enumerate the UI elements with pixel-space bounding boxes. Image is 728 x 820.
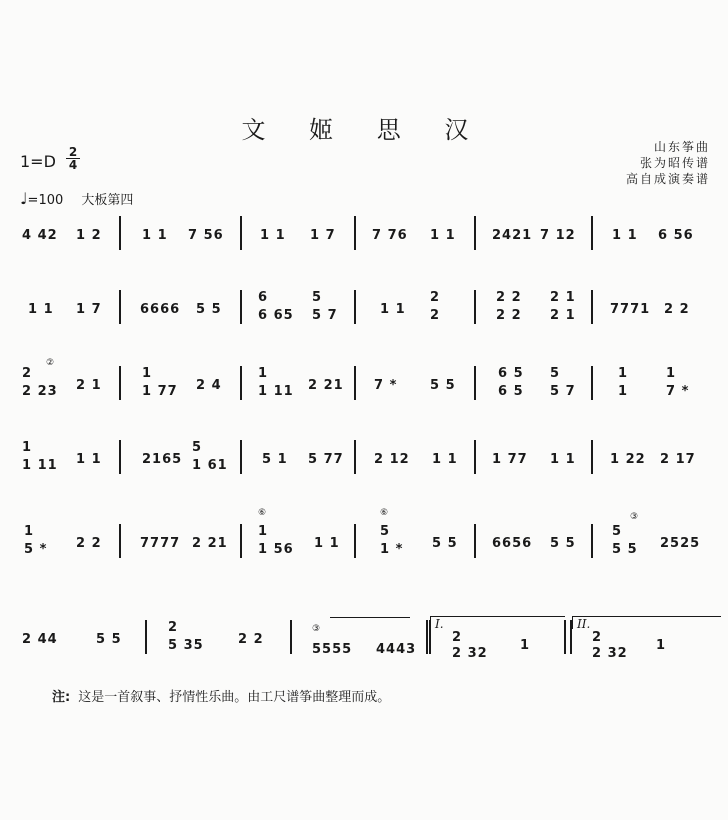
- barline: [354, 216, 356, 250]
- note-group: 5 35: [168, 638, 204, 653]
- upper-note: 2: [430, 290, 441, 305]
- barline: [591, 216, 593, 250]
- upper-note: 2 1: [550, 290, 576, 305]
- note-group: 1 1: [430, 228, 456, 243]
- barline: [591, 524, 593, 558]
- note-group: 5 5: [612, 542, 638, 557]
- footnote-label: 注:: [52, 690, 71, 705]
- note-group: 1 1: [314, 536, 340, 551]
- note-group: 2 1: [76, 378, 102, 393]
- barline: [354, 524, 356, 558]
- string-mark: ②: [46, 358, 55, 368]
- note-group: 2 2: [76, 536, 102, 551]
- upper-note: 6: [258, 290, 269, 305]
- note-group: 5 5: [432, 536, 458, 551]
- note-group: 2 17: [660, 452, 696, 467]
- upper-note: 2: [168, 620, 179, 635]
- note-group: 7 *: [666, 384, 690, 399]
- note-group: 5 77: [308, 452, 344, 467]
- barline: [591, 366, 593, 400]
- note-group: 6 65: [258, 308, 294, 323]
- note-group: 1 1: [260, 228, 286, 243]
- key-signature: 1=D: [20, 152, 56, 171]
- time-signature: [66, 146, 80, 171]
- barline: [145, 620, 147, 654]
- note-group: 1 56: [258, 542, 294, 557]
- footnote-text: 这是一首叙事、抒情性乐曲。由工尺谱筝曲整理而成。: [78, 690, 391, 705]
- string-mark: ③: [312, 624, 321, 634]
- note-group: 1 *: [380, 542, 404, 557]
- barline: [474, 366, 476, 400]
- score-system-1: [20, 212, 716, 262]
- credit-genre: 山东筝曲: [653, 140, 710, 154]
- upper-note: 1: [24, 524, 35, 539]
- barline: [240, 216, 242, 250]
- note-group: 2: [430, 308, 441, 323]
- barline: [240, 290, 242, 324]
- note-group: 2 2: [238, 632, 264, 647]
- barline: [119, 440, 121, 474]
- barline: [119, 216, 121, 250]
- upper-note: 5: [550, 366, 561, 381]
- note-group: 1 77: [142, 384, 178, 399]
- upper-note: 2: [22, 366, 33, 381]
- barline: [354, 366, 356, 400]
- barline: [426, 620, 428, 654]
- note-group: 1 11: [258, 384, 294, 399]
- note-group: 1: [520, 638, 531, 653]
- barline: [119, 290, 121, 324]
- upper-note: 5: [312, 290, 323, 305]
- upper-note: 1: [142, 366, 153, 381]
- footnote: [52, 686, 390, 705]
- note-group: 1 7: [310, 228, 336, 243]
- score-system-6: [20, 616, 716, 666]
- note-group: 5 7: [312, 308, 338, 323]
- note-group: 4 42: [22, 228, 58, 243]
- note-group: 6666: [140, 302, 181, 317]
- barline: [240, 366, 242, 400]
- note-group: 6 5: [498, 384, 524, 399]
- upper-note: 1: [258, 524, 269, 539]
- note-group: 1 1: [612, 228, 638, 243]
- barline: [591, 290, 593, 324]
- note-group: 2 21: [192, 536, 228, 551]
- note-group: 2421: [492, 228, 533, 243]
- upper-note: 6 5: [498, 366, 524, 381]
- note-group: 2 1: [550, 308, 576, 323]
- note-group: 1 1: [380, 302, 406, 317]
- note-group: 2 21: [308, 378, 344, 393]
- barline: [354, 440, 356, 474]
- note-group: 7 56: [188, 228, 224, 243]
- barline: [354, 290, 356, 324]
- note-group: 5 5: [550, 536, 576, 551]
- note-group: 7777: [140, 536, 181, 551]
- barline: [474, 440, 476, 474]
- volta-bracket-1: I.: [430, 616, 565, 629]
- tempo-label: 大板第四: [81, 193, 134, 208]
- note-group: 1 22: [610, 452, 646, 467]
- upper-note: 5: [192, 440, 203, 455]
- string-mark: ⑥: [380, 508, 389, 518]
- note-group: 1 1: [28, 302, 54, 317]
- note-group: 6 56: [658, 228, 694, 243]
- note-group: 1 1: [432, 452, 458, 467]
- barline: [119, 366, 121, 400]
- string-mark: ⑥: [258, 508, 267, 518]
- volta-bracket-2: II.: [572, 616, 721, 629]
- string-mark: ③: [630, 512, 639, 522]
- upper-note: 1: [618, 366, 629, 381]
- upper-note: 5: [612, 524, 623, 539]
- barline: [240, 524, 242, 558]
- barline: [290, 620, 292, 654]
- score-system-3: [20, 358, 716, 412]
- note-group: 1 11: [22, 458, 58, 473]
- barline: [591, 440, 593, 474]
- note-group: 2 23: [22, 384, 58, 399]
- note-group: 5 5: [96, 632, 122, 647]
- score-system-2: [20, 286, 716, 336]
- note-group: 5555: [312, 642, 353, 657]
- barline: [119, 524, 121, 558]
- barline: [474, 524, 476, 558]
- note-group: 7 76: [372, 228, 408, 243]
- upper-note: 1: [666, 366, 677, 381]
- tempo-marking: [20, 189, 133, 208]
- time-signature-bottom: 4: [66, 158, 80, 171]
- note-group: 7771: [610, 302, 651, 317]
- upper-note: 2: [452, 630, 463, 645]
- tempo-value: =100: [27, 193, 64, 208]
- note-group: 5 5: [196, 302, 222, 317]
- note-group: 2 32: [592, 646, 628, 661]
- note-group: 6656: [492, 536, 533, 551]
- note-group: 1 2: [76, 228, 102, 243]
- note-group: 2525: [660, 536, 701, 551]
- upper-note: 2 2: [496, 290, 522, 305]
- upper-note: 1: [258, 366, 269, 381]
- upper-note: 1: [22, 440, 33, 455]
- note-group: 2 44: [22, 632, 58, 647]
- note-group: 7 12: [540, 228, 576, 243]
- note-group: 5 7: [550, 384, 576, 399]
- note-group: 1 7: [76, 302, 102, 317]
- note-group: 2 2: [496, 308, 522, 323]
- note-group: 2 2: [664, 302, 690, 317]
- time-signature-top: 2: [68, 145, 78, 159]
- note-group: 4443: [376, 642, 417, 657]
- note-group: 1: [618, 384, 629, 399]
- note-group: 5 5: [430, 378, 456, 393]
- quarter-note-icon: ♩: [20, 189, 28, 208]
- piece-title: 文 姬 思 汉: [241, 116, 487, 144]
- barline: [474, 216, 476, 250]
- upper-note: 5: [380, 524, 391, 539]
- note-group: 1: [656, 638, 667, 653]
- note-group: 5 *: [24, 542, 48, 557]
- note-group: 1 1: [142, 228, 168, 243]
- upper-note: 2: [592, 630, 603, 645]
- note-group: 5 1: [262, 452, 288, 467]
- note-group: 1 1: [76, 452, 102, 467]
- note-group: 2 32: [452, 646, 488, 661]
- score-system-4: [20, 436, 716, 486]
- note-group: 1 1: [550, 452, 576, 467]
- note-group: 2165: [142, 452, 183, 467]
- barline: [474, 290, 476, 324]
- note-group: 7 *: [374, 378, 398, 393]
- credit-performer: 高自成演奏谱: [625, 172, 710, 186]
- note-group: 1 77: [492, 452, 528, 467]
- trill-line: [330, 617, 410, 618]
- score-system-5: [20, 508, 716, 570]
- note-group: 1 61: [192, 458, 228, 473]
- note-group: 2 4: [196, 378, 222, 393]
- credit-transmitter: 张为昭传谱: [639, 156, 710, 170]
- note-group: 2 12: [374, 452, 410, 467]
- barline: [240, 440, 242, 474]
